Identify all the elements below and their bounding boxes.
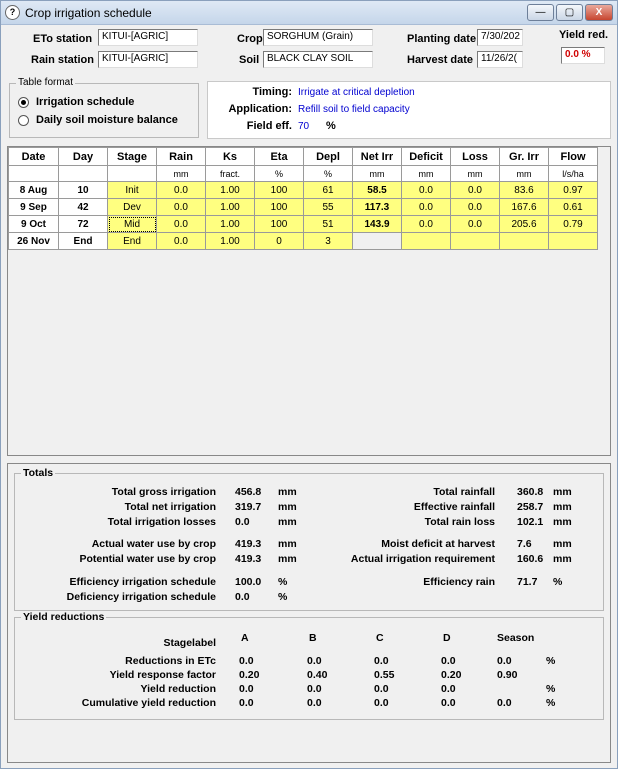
table-cell[interactable]: 3: [304, 233, 353, 250]
table-cell[interactable]: 8 Aug: [9, 182, 59, 199]
table-cell[interactable]: 9 Oct: [9, 216, 59, 233]
yield-value: 0.0: [239, 697, 254, 709]
yield-unit: %: [546, 683, 556, 695]
application-value: Refill soil to field capacity: [298, 104, 410, 115]
total-label: Total gross irrigation: [111, 486, 216, 498]
col-header-7[interactable]: Net Irr: [353, 148, 402, 166]
col-header-1[interactable]: Day: [59, 148, 108, 166]
table-cell[interactable]: 61: [304, 182, 353, 199]
table-row[interactable]: [9, 216, 598, 233]
yield-row-label: Cumulative yield reduction: [81, 697, 216, 709]
col-header-10[interactable]: Gr. Irr: [500, 148, 549, 166]
table-cell[interactable]: 0: [255, 233, 304, 250]
table-cell[interactable]: 0.61: [549, 199, 598, 216]
table-cell[interactable]: 1.00: [206, 182, 255, 199]
total-label: Effective rainfall: [413, 501, 495, 513]
radio-unselected-icon: [18, 115, 29, 126]
total-value: 258.7: [517, 501, 544, 513]
total-value: 71.7: [517, 576, 538, 588]
yield-value: 0.0: [307, 683, 322, 695]
radio-irrigation-label: Irrigation schedule: [36, 96, 135, 108]
col-header-9[interactable]: Loss: [451, 148, 500, 166]
totals-panel: [7, 463, 611, 763]
table-cell[interactable]: 0.0: [451, 182, 500, 199]
total-value: 419.3: [235, 538, 262, 550]
total-value: 0.0: [235, 591, 250, 603]
stage-column-header: C: [376, 632, 384, 644]
yield-unit: %: [546, 697, 556, 709]
stage-column-header: A: [241, 632, 249, 644]
table-cell[interactable]: End: [108, 233, 157, 250]
unit-cell-7: mm: [353, 166, 402, 182]
yield-row-label: Yield reduction: [140, 683, 216, 695]
table-cell[interactable]: 1.00: [206, 233, 255, 250]
planting-date-field[interactable]: 7/30/202: [477, 29, 523, 46]
total-unit: mm: [278, 538, 297, 550]
table-cell[interactable]: [451, 233, 500, 250]
table-cell[interactable]: 100: [255, 216, 304, 233]
total-value: 7.6: [517, 538, 532, 550]
table-cell[interactable]: 167.6: [500, 199, 549, 216]
maximize-button[interactable]: ▢: [556, 4, 583, 21]
yield-row-label: Yield response factor: [109, 669, 216, 681]
yield-value: 0.0: [374, 683, 389, 695]
yield-reductions-title: Yield reductions: [23, 611, 105, 623]
field-eff-unit: %: [326, 120, 336, 132]
table-cell[interactable]: 0.0: [451, 216, 500, 233]
radio-daily-label: Daily soil moisture balance: [36, 114, 178, 126]
yield-row-label: Reductions in ETc: [125, 655, 216, 667]
unit-cell-1: [59, 166, 108, 182]
yield-value: 0.90: [497, 669, 518, 681]
table-cell[interactable]: 26 Nov: [9, 233, 59, 250]
schedule-info-box: [207, 81, 611, 139]
col-header-2[interactable]: Stage: [108, 148, 157, 166]
rain-station-label: Rain station: [31, 54, 94, 66]
stage-column-header: Season: [497, 632, 535, 644]
table-cell[interactable]: [353, 233, 402, 250]
yield-value: 0.0: [307, 655, 322, 667]
table-cell[interactable]: 72: [59, 216, 108, 233]
yield-red-label: Yield red.: [559, 29, 609, 41]
table-cell[interactable]: 0.0: [451, 199, 500, 216]
table-cell[interactable]: 100: [255, 199, 304, 216]
radio-daily-soil-moisture[interactable]: [18, 114, 178, 126]
total-label: Total rainfall: [433, 486, 495, 498]
col-header-4[interactable]: Ks: [206, 148, 255, 166]
table-cell[interactable]: [500, 233, 549, 250]
total-value: 419.3: [235, 553, 262, 565]
unit-cell-11: l/s/ha: [549, 166, 598, 182]
stage-column-header: D: [443, 632, 451, 644]
app-icon: ?: [5, 5, 20, 20]
table-cell[interactable]: 0.97: [549, 182, 598, 199]
table-cell[interactable]: 58.5: [353, 182, 402, 199]
total-label: Total net irrigation: [124, 501, 216, 513]
unit-cell-10: mm: [500, 166, 549, 182]
total-unit: mm: [278, 553, 297, 565]
total-label: Actual irrigation requirement: [350, 553, 495, 565]
col-header-11[interactable]: Flow: [549, 148, 598, 166]
totals-title: Totals: [23, 467, 54, 479]
table-cell[interactable]: 9 Sep: [9, 199, 59, 216]
yield-value: 0.0: [441, 697, 456, 709]
yield-value: 0.0: [497, 697, 512, 709]
planting-date-label: Planting date: [407, 33, 477, 45]
table-cell[interactable]: 205.6: [500, 216, 549, 233]
col-header-5[interactable]: Eta: [255, 148, 304, 166]
table-cell[interactable]: 117.3: [353, 199, 402, 216]
total-unit: mm: [553, 486, 572, 498]
irrigation-schedule-table: [8, 147, 598, 250]
total-unit: mm: [553, 501, 572, 513]
yield-value: 0.0: [374, 697, 389, 709]
table-row[interactable]: [9, 182, 598, 199]
total-label: Potential water use by crop: [79, 553, 216, 565]
table-cell[interactable]: 0.79: [549, 216, 598, 233]
total-label: Total irrigation losses: [107, 516, 216, 528]
total-unit: %: [278, 591, 288, 603]
unit-cell-2: [108, 166, 157, 182]
crop-field[interactable]: SORGHUM (Grain): [263, 29, 373, 46]
table-cell[interactable]: 143.9: [353, 216, 402, 233]
total-unit: %: [553, 576, 563, 588]
rain-station-field[interactable]: KITUI-[AGRIC]: [98, 51, 198, 68]
yield-value: 0.0: [374, 655, 389, 667]
table-cell[interactable]: 83.6: [500, 182, 549, 199]
unit-cell-8: mm: [402, 166, 451, 182]
crop-label: Crop: [237, 33, 263, 45]
stage-column-header: B: [309, 632, 317, 644]
field-eff-label: Field eff.: [246, 120, 292, 132]
harvest-date-label: Harvest date: [407, 54, 474, 66]
table-cell[interactable]: 51: [304, 216, 353, 233]
total-value: 102.1: [517, 516, 544, 528]
table-cell[interactable]: 10: [59, 182, 108, 199]
yield-value: 0.20: [239, 669, 260, 681]
stagelabel: Stagelabel: [163, 637, 216, 649]
yield-value: 0.0: [307, 697, 322, 709]
table-cell[interactable]: 0.0: [157, 182, 206, 199]
schedule-table-area: [7, 146, 611, 456]
field-eff-value: 70: [298, 121, 310, 132]
yield-value: 0.0: [239, 655, 254, 667]
eto-station-field[interactable]: KITUI-[AGRIC]: [98, 29, 198, 46]
table-cell[interactable]: 55: [304, 199, 353, 216]
total-label: Actual water use by crop: [91, 538, 216, 550]
timing-value: Irrigate at critical depletion: [298, 87, 415, 98]
eto-station-label: ETo station: [33, 33, 93, 45]
total-value: 160.6: [517, 553, 544, 565]
col-header-8[interactable]: Deficit: [402, 148, 451, 166]
total-value: 319.7: [235, 501, 262, 513]
yield-value: 0.55: [374, 669, 395, 681]
title-bar: [1, 1, 617, 25]
timing-label: Timing:: [252, 86, 292, 98]
soil-field[interactable]: BLACK CLAY SOIL: [263, 51, 373, 68]
radio-selected-icon: [18, 97, 29, 108]
total-unit: mm: [278, 501, 297, 513]
table-row[interactable]: [9, 233, 598, 250]
total-unit: mm: [553, 538, 572, 550]
yield-value: 0.40: [307, 669, 328, 681]
yield-value: 0.20: [441, 669, 462, 681]
harvest-date-field[interactable]: 11/26/2(: [477, 51, 523, 68]
col-header-3[interactable]: Rain: [157, 148, 206, 166]
yield-value: 0.0: [441, 683, 456, 695]
total-unit: %: [278, 576, 288, 588]
table-cell[interactable]: [402, 233, 451, 250]
table-cell[interactable]: 0.0: [157, 216, 206, 233]
table-cell[interactable]: End: [59, 233, 108, 250]
unit-cell-3: mm: [157, 166, 206, 182]
radio-irrigation-schedule[interactable]: [18, 96, 134, 108]
total-label: Deficiency irrigation schedule: [66, 591, 216, 603]
table-cell[interactable]: 0.0: [402, 199, 451, 216]
application-label: Application:: [228, 103, 292, 115]
yield-value: 0.0: [497, 655, 512, 667]
total-value: 100.0: [235, 576, 262, 588]
table-format-title: Table format: [18, 77, 74, 88]
unit-cell-4: fract.: [206, 166, 255, 182]
total-value: 360.8: [517, 486, 544, 498]
table-cell[interactable]: 42: [59, 199, 108, 216]
table-cell[interactable]: 1.00: [206, 216, 255, 233]
yield-value: 0.0: [239, 683, 254, 695]
window-title: Crop irrigation schedule: [25, 6, 152, 20]
soil-label: Soil: [239, 54, 260, 66]
yield-value: 0.0: [441, 655, 456, 667]
unit-cell-9: mm: [451, 166, 500, 182]
table-cell[interactable]: [549, 233, 598, 250]
close-button[interactable]: X: [585, 4, 613, 21]
total-label: Efficiency rain: [423, 576, 495, 588]
total-unit: mm: [278, 516, 297, 528]
total-unit: mm: [278, 486, 297, 498]
minimize-button[interactable]: —: [527, 4, 554, 21]
table-cell[interactable]: 0.0: [157, 199, 206, 216]
unit-cell-0: [9, 166, 59, 182]
table-row[interactable]: [9, 199, 598, 216]
table-cell[interactable]: Mid: [108, 216, 157, 233]
total-unit: mm: [553, 553, 572, 565]
col-header-6[interactable]: Depl: [304, 148, 353, 166]
col-header-0[interactable]: Date: [9, 148, 59, 166]
yield-unit: %: [546, 655, 556, 667]
table-cell[interactable]: Dev: [108, 199, 157, 216]
table-cell[interactable]: 0.0: [402, 182, 451, 199]
table-cell[interactable]: 100: [255, 182, 304, 199]
total-value: 456.8: [235, 486, 262, 498]
total-label: Moist deficit at harvest: [381, 538, 495, 550]
total-label: Total rain loss: [424, 516, 495, 528]
table-cell[interactable]: 0.0: [157, 233, 206, 250]
table-cell[interactable]: Init: [108, 182, 157, 199]
unit-cell-6: %: [304, 166, 353, 182]
unit-cell-5: %: [255, 166, 304, 182]
total-label: Efficiency irrigation schedule: [69, 576, 216, 588]
table-cell[interactable]: 1.00: [206, 199, 255, 216]
total-value: 0.0: [235, 516, 250, 528]
yield-red-value: 0.0 %: [561, 47, 605, 64]
table-format-group: [9, 77, 199, 138]
total-unit: mm: [553, 516, 572, 528]
table-cell[interactable]: 0.0: [402, 216, 451, 233]
